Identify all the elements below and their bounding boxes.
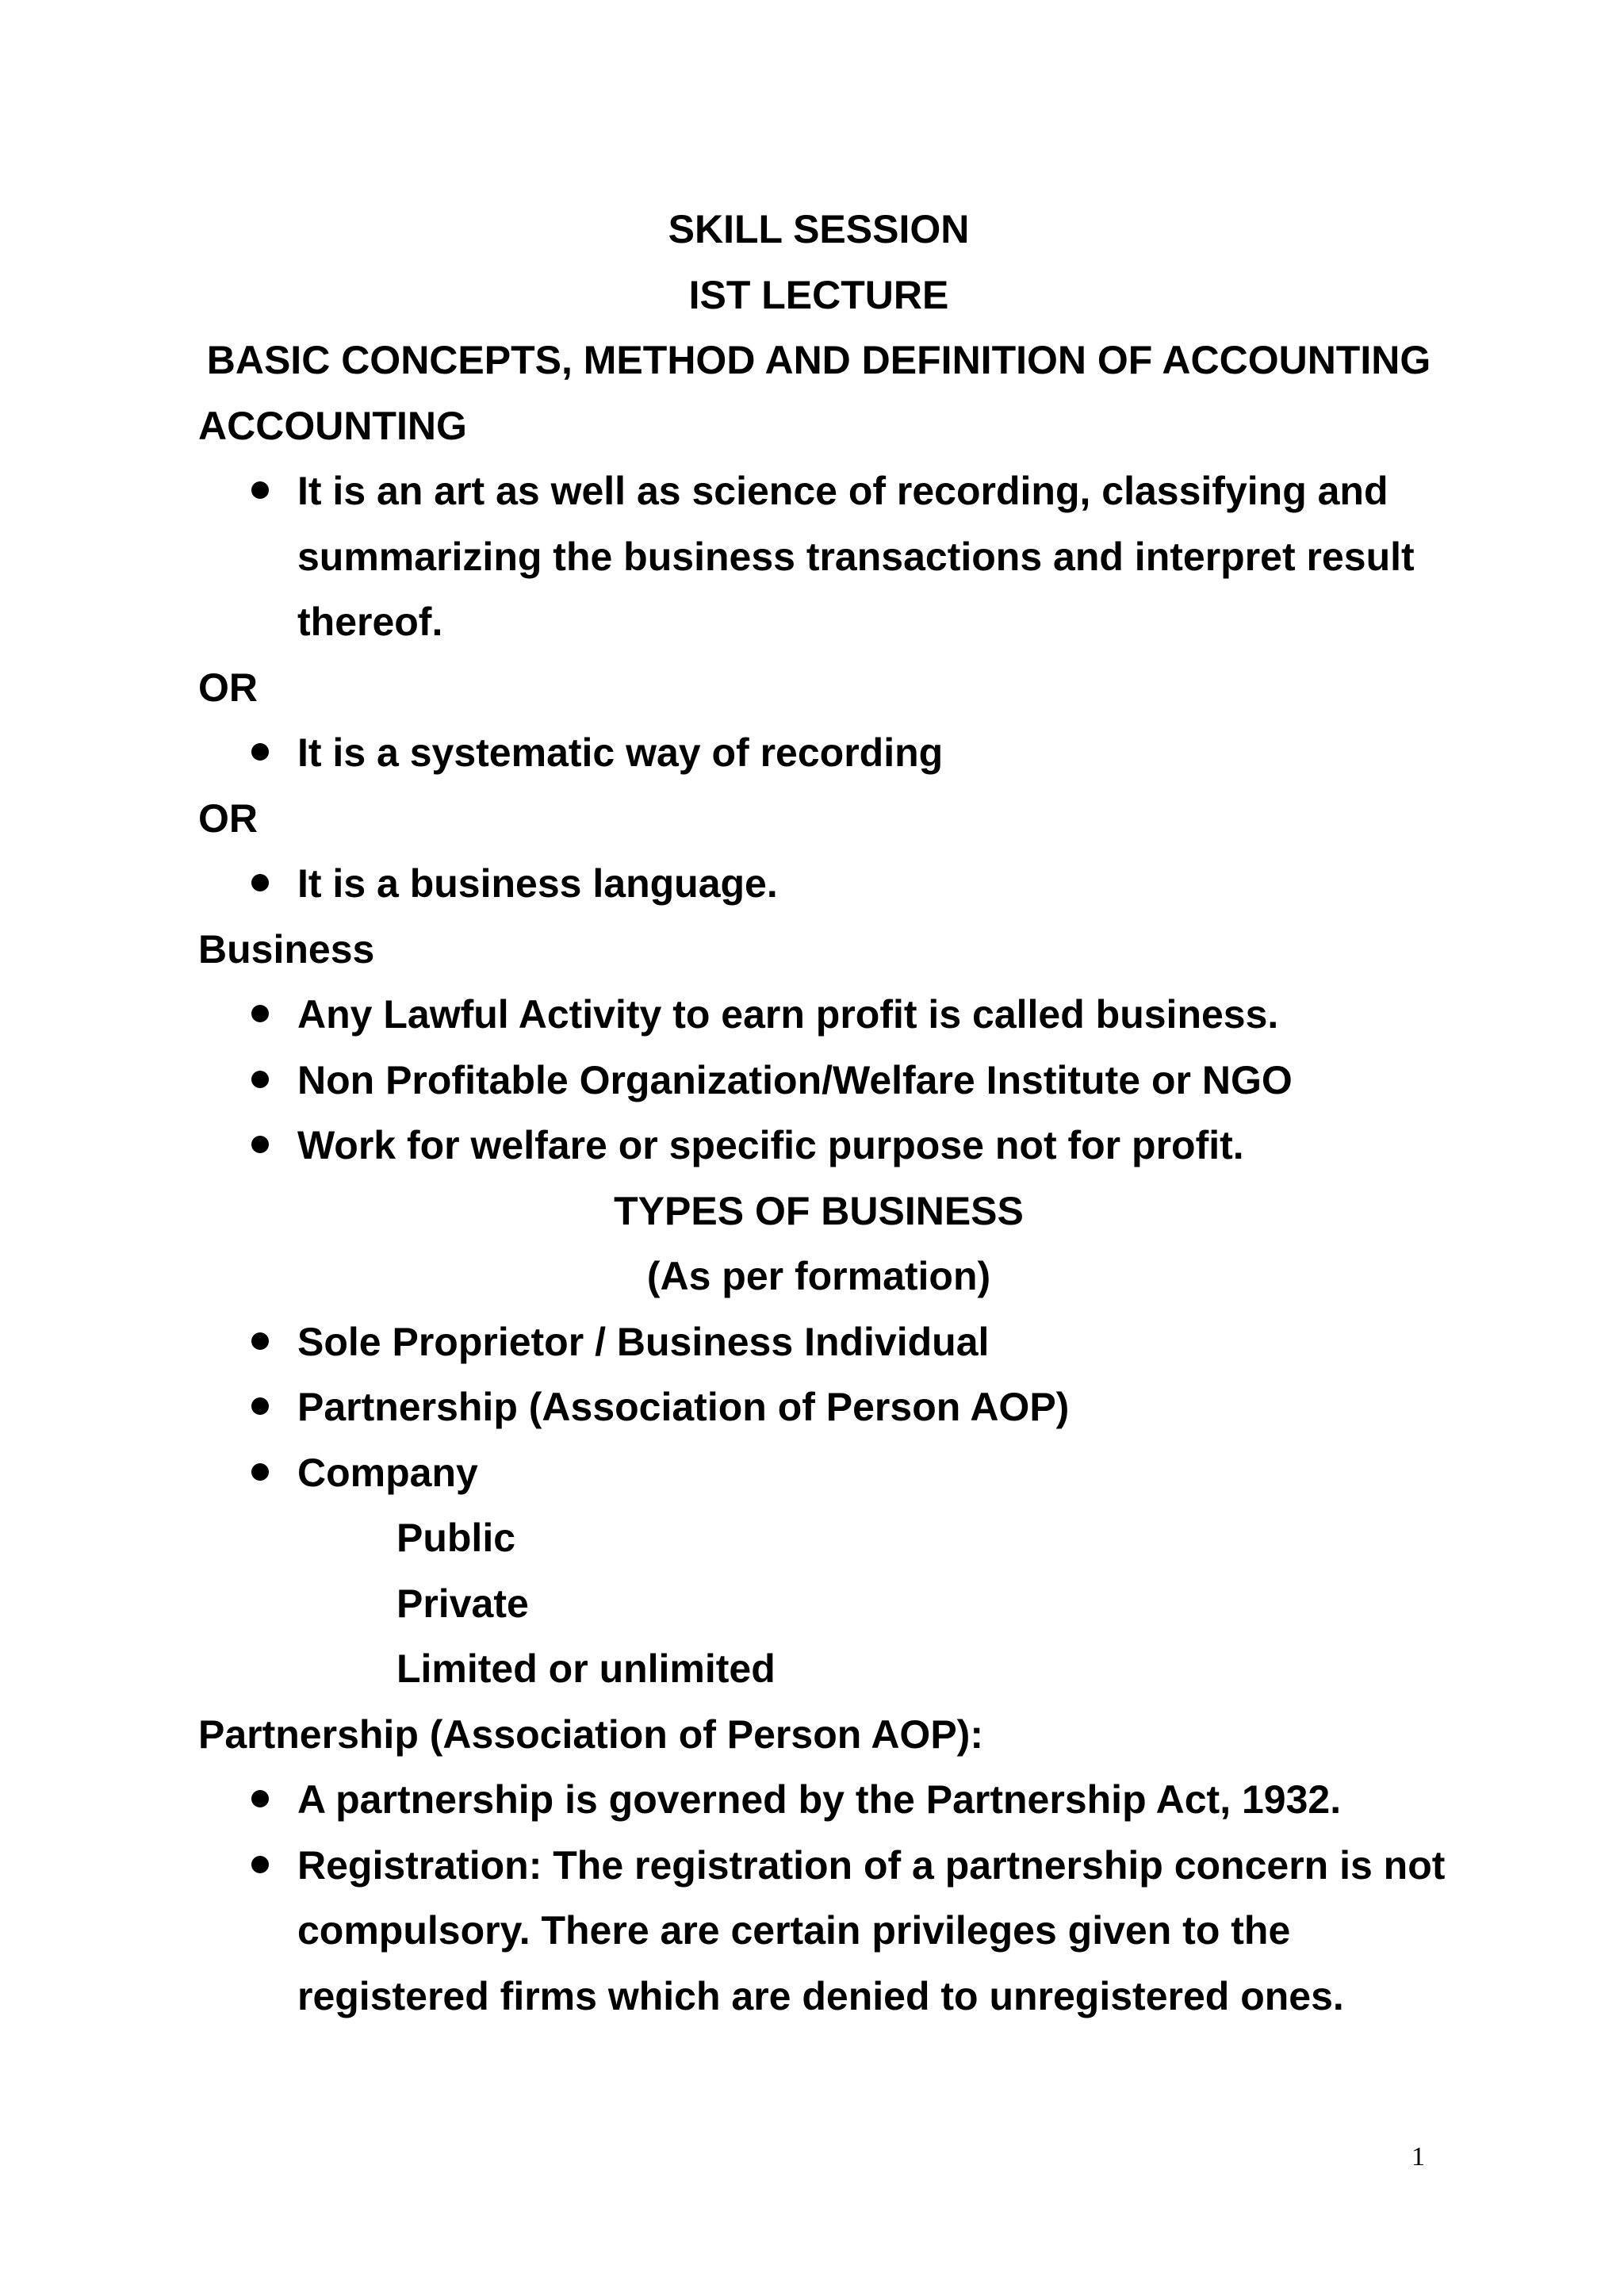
accounting-heading: ACCOUNTING <box>198 403 467 448</box>
bullet-icon <box>251 1790 269 1807</box>
accounting-definition-1: It is an art as well as science of recording, classifying and summarizing the business transactions and interpret result thereof. <box>297 469 1415 644</box>
business-item: Any Lawful Activity to earn profit is called business. <box>297 992 1279 1037</box>
page-number: 1 <box>1411 2142 1425 2171</box>
partnership-item: A partnership is governed by the Partnership Act, 1932. <box>297 1777 1342 1822</box>
list-item <box>198 982 1467 1048</box>
types-subheading: (As per formation) <box>646 1254 991 1298</box>
accounting-definition-3: It is a business language. <box>297 861 778 906</box>
company-type-item: Limited or unlimited <box>396 1646 776 1691</box>
or-separator: OR <box>198 795 258 841</box>
document-title: SKILL SESSION <box>668 207 970 251</box>
bullet-icon <box>251 1856 269 1873</box>
bullet-icon <box>251 743 269 761</box>
business-type-item: Sole Proprietor / Business Individual <box>297 1319 990 1364</box>
list-item <box>198 1113 1467 1179</box>
list-item <box>198 458 1467 655</box>
list-item <box>198 1833 1467 2030</box>
page-content <box>198 197 1467 2029</box>
partnership-heading: Partnership (Association of Person AOP): <box>198 1711 983 1757</box>
bullet-icon <box>251 1071 269 1088</box>
list-item <box>198 851 1467 917</box>
list-item <box>198 1767 1467 1833</box>
list-item <box>198 1440 1467 1506</box>
bullet-icon <box>251 1005 269 1022</box>
partnership-item: Registration: The registration of a partnership concern is not compulsory. There are certain privileges given to the registered firms which are denied to unregistered ones. <box>297 1842 1446 2018</box>
list-item <box>198 1309 1467 1375</box>
bullet-icon <box>251 1332 269 1350</box>
or-separator: OR <box>198 665 258 710</box>
bullet-icon <box>251 1397 269 1415</box>
accounting-definition-2: It is a systematic way of recording <box>297 730 944 775</box>
business-item: Work for welfare or specific purpose not for profit. <box>297 1123 1244 1167</box>
list-item <box>198 1048 1467 1114</box>
list-item <box>198 720 1467 786</box>
company-type-item: Public <box>396 1516 516 1560</box>
list-item <box>198 1374 1467 1440</box>
lecture-subtitle: IST LECTURE <box>688 272 949 317</box>
topic-heading: BASIC CONCEPTS, METHOD AND DEFINITION OF ACCOUNTING <box>206 338 1431 382</box>
bullet-icon <box>251 1136 269 1153</box>
business-heading: Business <box>198 926 375 972</box>
bullet-icon <box>251 874 269 891</box>
bullet-icon <box>251 481 269 499</box>
types-heading: TYPES OF BUSINESS <box>614 1188 1024 1233</box>
business-item: Non Profitable Organization/Welfare Institute or NGO <box>297 1057 1293 1102</box>
business-type-item: Company <box>297 1450 478 1495</box>
bullet-icon <box>251 1463 269 1481</box>
company-type-item: Private <box>396 1581 529 1626</box>
business-type-item: Partnership (Association of Person AOP) <box>297 1385 1070 1429</box>
